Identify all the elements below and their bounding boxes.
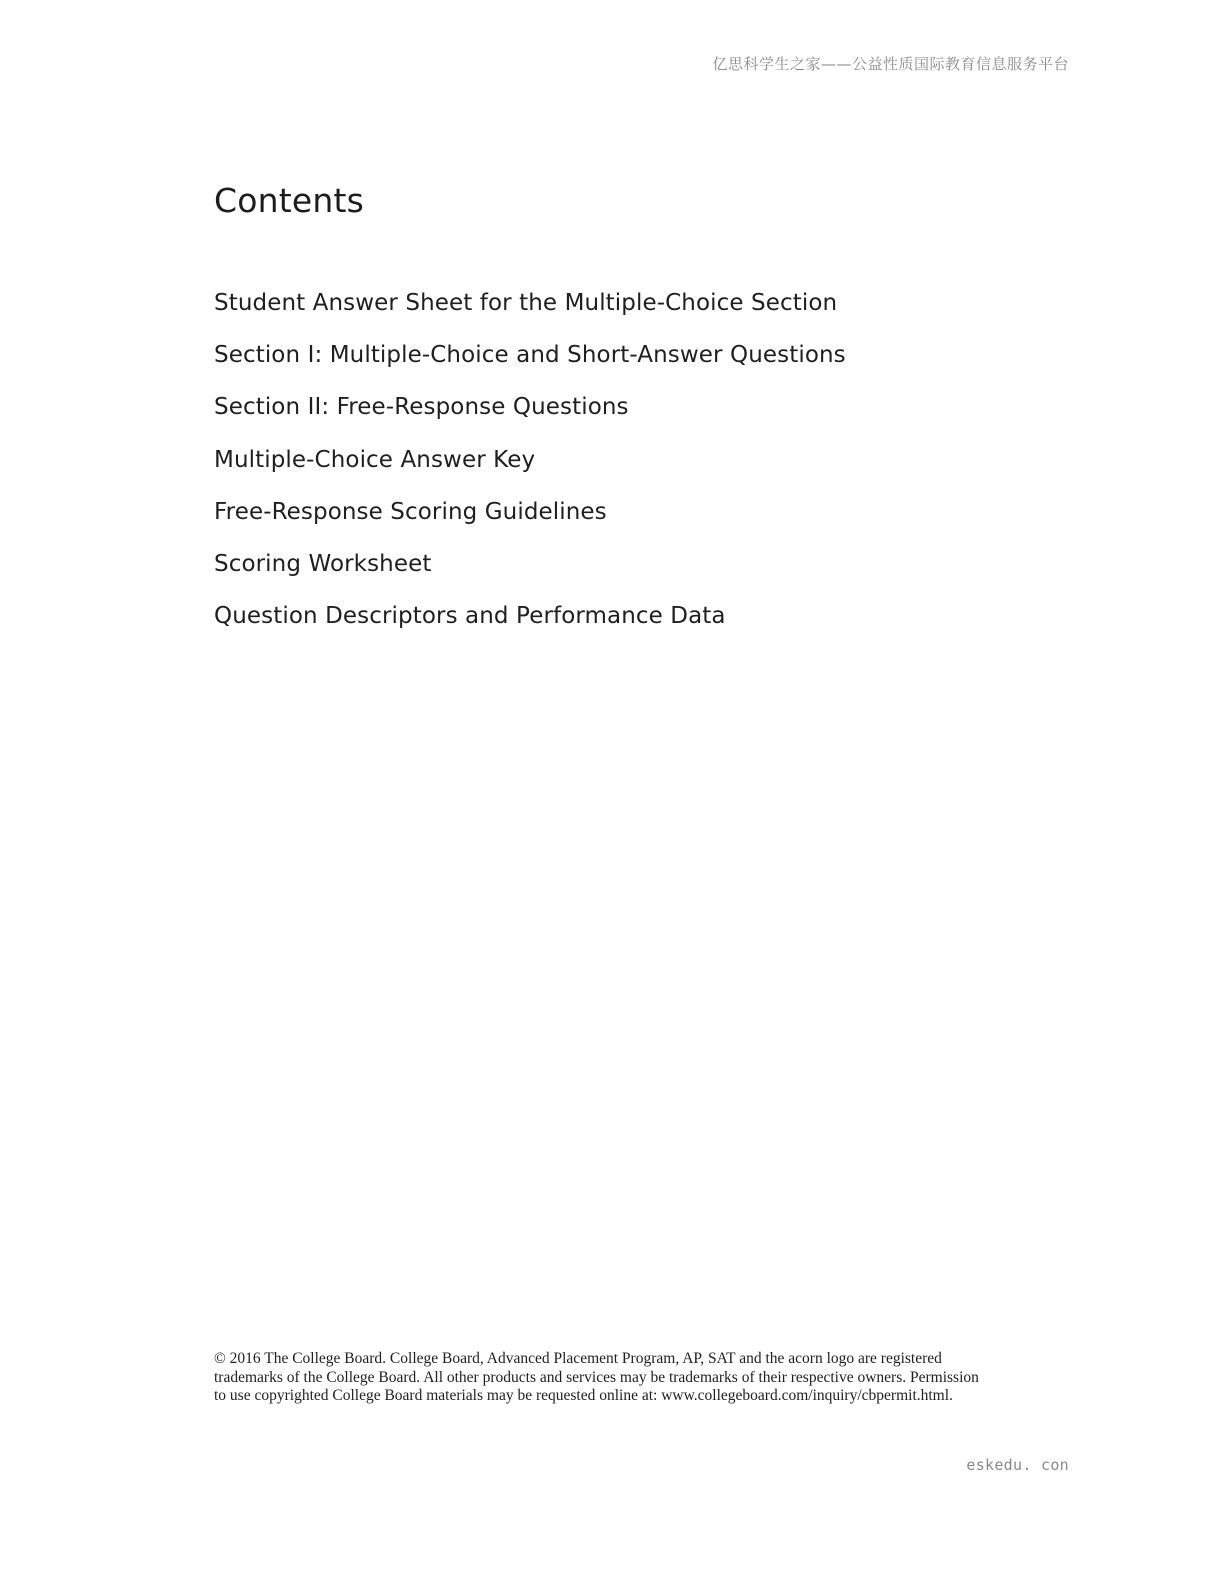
toc-item-answer-sheet: Student Answer Sheet for the Multiple-Choice Section bbox=[214, 290, 838, 316]
toc-item-question-descriptors: Question Descriptors and Performance Data bbox=[214, 603, 726, 630]
toc-item-scoring-guidelines: Free-Response Scoring Guidelines bbox=[214, 498, 607, 525]
toc-item-answer-key: Multiple-Choice Answer Key bbox=[214, 446, 536, 473]
header-watermark: 亿思科学生之家——公益性质国际教育信息服务平台 bbox=[712, 55, 1069, 73]
toc-item-section-two: Section II: Free-Response Questions bbox=[214, 394, 629, 421]
toc-item-section-one: Section I: Multiple-Choice and Short-Answer Questions bbox=[214, 342, 846, 369]
toc-item-scoring-worksheet: Scoring Worksheet bbox=[214, 550, 432, 577]
page-title: Contents bbox=[214, 181, 365, 220]
footer-watermark: eskedu. con bbox=[966, 1456, 1069, 1474]
table-of-contents bbox=[214, 286, 846, 651]
copyright-notice: © 2016 The College Board. College Board, Advanced Placement Program, AP, SAT and the acorn logo are registered trademarks of the College Board. All other products and services may be trademarks of their respective owners. Permission to use copyrighted College Board materials may be requested online at: www.collegeboard.com/inquiry/cbpermit.html. bbox=[214, 1350, 979, 1405]
